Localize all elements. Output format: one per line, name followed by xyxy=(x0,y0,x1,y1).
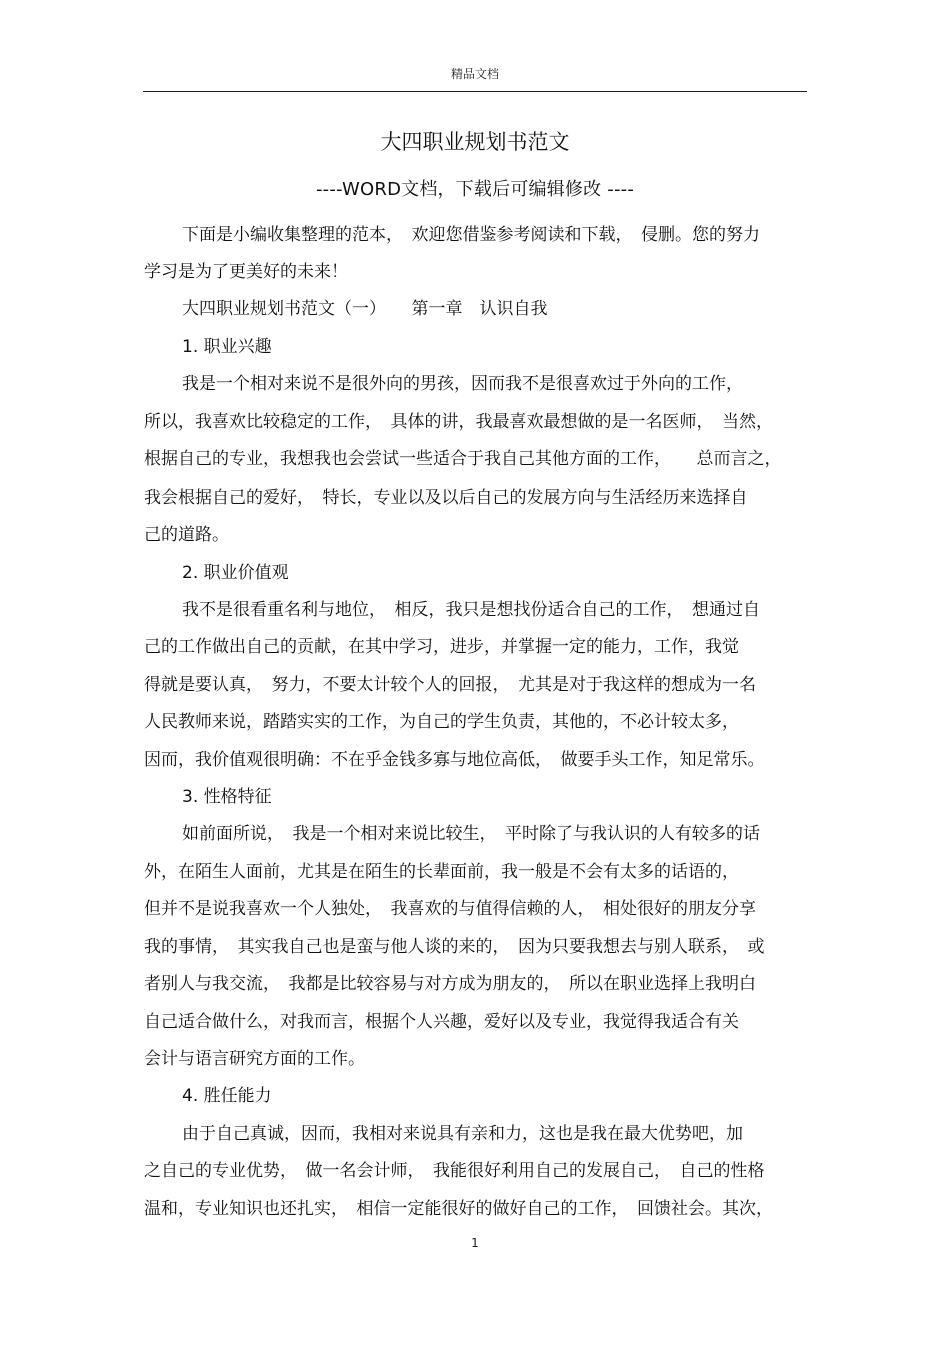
body-line: 所以，我喜欢比较稳定的工作， 具体的讲，我最喜欢最想做的是一名医师， 当然， xyxy=(144,412,773,432)
body-line: 者别人与我交流， 我都是比较容易与对方成为朋友的， 所以在职业选择上我明白 xyxy=(144,974,756,994)
subsection-heading: 4. 胜任能力 xyxy=(182,1086,272,1106)
body-line: 根据自己的专业，我想我也会尝试一些适合于我自己其他方面的工作， 总而言之， xyxy=(144,449,782,469)
body-line: 得就是要认真， 努力，不要太计较个人的回报， 尤其是对于我这样的想成为一名 xyxy=(144,675,756,695)
body-line: 我会根据自己的爱好， 特长，专业以及以后自己的发展方向与生活经历来选择自 xyxy=(144,488,748,508)
document-title: 大四职业规划书范文 xyxy=(380,130,570,154)
body-line: 外，在陌生人面前，尤其是在陌生的长辈面前，我一般是不会有太多的话语的， xyxy=(144,862,739,882)
running-header: 精品文档 xyxy=(450,67,499,81)
body-line: 学习是为了更美好的未来！ xyxy=(144,262,348,282)
body-line: 因而，我价值观很明确：不在乎金钱多寡与地位高低， 做要手头工作，知足常乐。 xyxy=(144,750,765,770)
page-number: 1 xyxy=(471,1236,479,1250)
section-heading: 大四职业规划书范文（一） 第一章 认识自我 xyxy=(182,299,548,319)
body-line: 之自己的专业优势， 做一名会计师， 我能很好利用自己的发展自己， 自己的性格 xyxy=(144,1161,765,1181)
body-line: 人民教师来说，踏踏实实的工作，为自己的学生负责，其他的，不必计较太多， xyxy=(144,712,739,732)
body-line: 下面是小编收集整理的范本， 欢迎您借鉴参考阅读和下载， 侵删。您的努力 xyxy=(182,225,760,245)
body-line: 温和，专业知识也还扎实， 相信一定能很好的做好自己的工作， 回馈社会。其次， xyxy=(144,1199,773,1219)
document-subtitle: ----WORD文档，下载后可编辑修改 ---- xyxy=(315,179,635,200)
subsection-heading: 1. 职业兴趣 xyxy=(182,337,272,357)
body-line: 我的事情， 其实我自己也是蛮与他人谈的来的， 因为只要我想去与别人联系， 或 xyxy=(144,937,765,957)
body-line: 但并不是说我喜欢一个人独处， 我喜欢的与值得信赖的人， 相处很好的朋友分享 xyxy=(144,899,756,919)
body-line: 自己适合做什么，对我而言，根据个人兴趣，爱好以及专业，我觉得我适合有关 xyxy=(144,1012,739,1032)
subsection-heading: 2. 职业价值观 xyxy=(182,563,289,583)
subsection-heading: 3. 性格特征 xyxy=(182,787,272,807)
header-divider xyxy=(143,91,807,92)
body-line: 会计与语言研究方面的工作。 xyxy=(144,1049,365,1069)
body-line: 我是一个相对来说不是很外向的男孩，因而我不是很喜欢过于外向的工作， xyxy=(182,374,743,394)
body-line: 由于自己真诚，因而，我相对来说具有亲和力，这也是我在最大优势吧，加 xyxy=(182,1124,743,1144)
body-line: 我不是很看重名利与地位， 相反，我只是想找份适合自己的工作， 想通过自 xyxy=(182,600,760,620)
body-line: 己的工作做出自己的贡献，在其中学习，进步，并掌握一定的能力，工作，我觉 xyxy=(144,637,739,657)
body-line: 如前面所说， 我是一个相对来说比较生， 平时除了与我认识的人有较多的话 xyxy=(182,824,760,844)
body-line: 己的道路。 xyxy=(144,525,229,545)
